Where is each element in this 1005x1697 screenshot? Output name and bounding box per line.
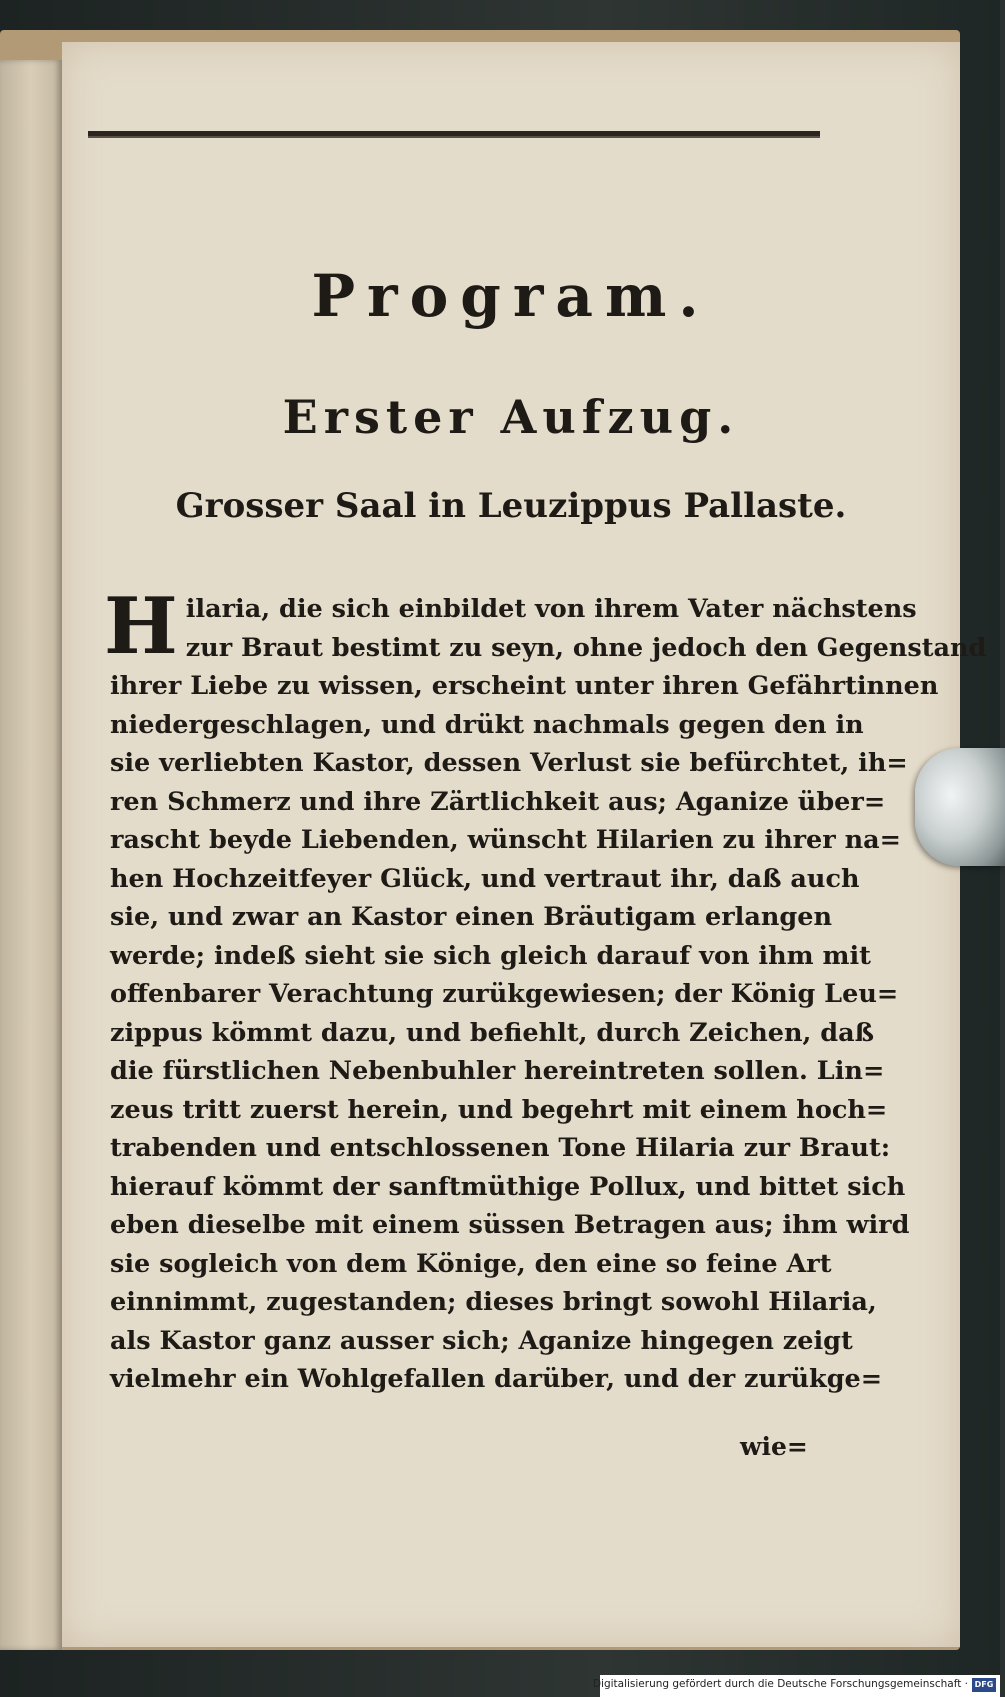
text-line: werde; indeß sieht sie sich gleich darauf von ihm mit [110,940,871,971]
text-line: offenbarer Verachtung zurükgewiesen; der König Leu= [110,979,899,1009]
scene-heading: Grosser Saal in Leuzippus Pallaste. [175,486,847,526]
text-line: ihrer Liebe zu wissen, erscheint unter ihren Gefährtinnen [110,671,939,701]
text-line: vielmehr ein Wohlgefallen darüber, und der zurükge= [110,1364,883,1394]
text-line: die fürstlichen Nebenbuhler hereintreten sollen. Lin= [110,1056,885,1086]
dfg-logo-icon: DFG [972,1678,996,1692]
catchword: wie= [740,1432,808,1461]
text-line: hierauf kömmt der sanftmüthige Pollux, und bittet sich [110,1171,906,1202]
header-rule [88,131,820,138]
text-line: trabenden und entschlossenen Tone Hilaria zur Braut: [110,1133,891,1163]
text-line: zeus tritt zuerst herein, und begehrt mit einem hoch= [110,1094,888,1125]
text-line: als Kastor ganz ausser sich; Aganize hingegen zeigt [110,1325,853,1356]
text-line: sie, und zwar an Kastor einen Bräutigam erlangen [110,902,832,932]
act-heading: Erster Aufzug. [282,390,740,444]
facing-page-edge [0,60,62,1650]
text-line: sie verliebten Kastor, dessen Verlust sie befürchtet, ih= [110,748,908,778]
text-line: zur Braut bestimt zu seyn, ohne jedoch den Gegenstand [185,632,987,663]
text-line: sie sogleich von dem Könige, den eine so feine Art [110,1248,832,1279]
page-title: Program. [311,262,711,330]
text-line: ren Schmerz und ihre Zärtlichkeit aus; Aganize über= [110,786,886,817]
footer-credit: Digitalisierung gefördert durch die Deutsche Forschungsgemeinschaft · [592,1678,968,1690]
text-line: eben dieselbe mit einem süssen Betragen aus; ihm wird [110,1210,910,1240]
text-line: niedergeschlagen, und drükt nachmals gegen den in [110,709,864,740]
text-line: rascht beyde Liebenden, wünscht Hilarien zu ihrer na= [110,825,902,855]
text-line: hen Hochzeitfeyer Glück, und vertraut ihr, daß auch [110,863,860,894]
body-paragraph [104,581,987,1399]
text-line: ilaria, die sich einbildet von ihrem Vater nächstens [185,594,917,624]
text-line: zippus kömmt dazu, und befiehlt, durch Zeichen, daß [110,1017,874,1048]
page-clip [915,748,1005,866]
text-line: einnimmt, zugestanden; dieses bringt sowohl Hilaria, [110,1287,877,1317]
drop-cap: H [104,581,178,672]
